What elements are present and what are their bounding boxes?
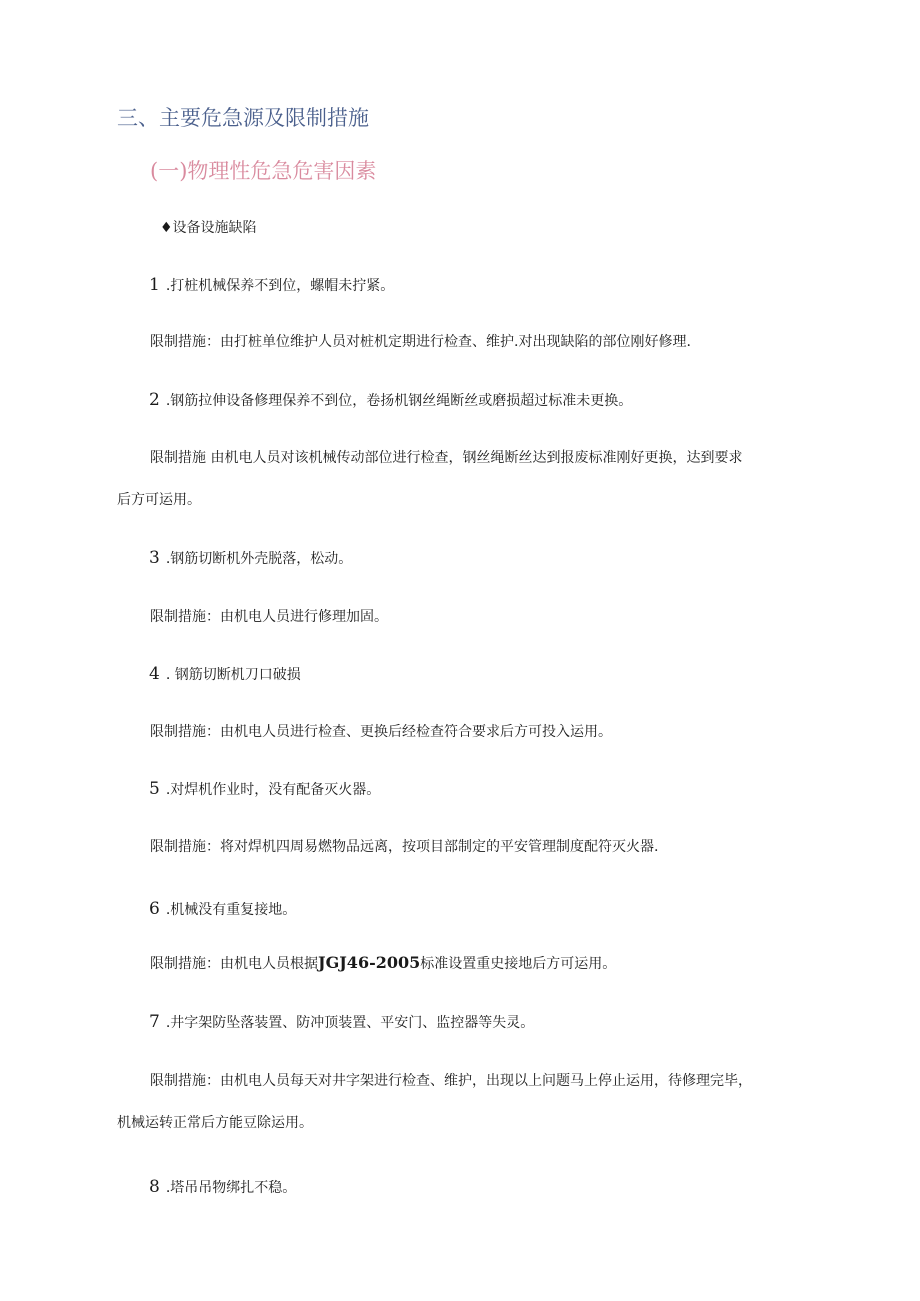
item-number: 1 [149,275,160,295]
item-text: .机械没有重复接地。 [165,902,297,918]
measure-line: 限制措施 由机电人员对该机械传动部位进行检查，钢丝绳断丝达到报废标准刚好更换，达到要求 [150,450,743,466]
hazard-item-6 [149,899,296,920]
item-number: 8 [149,1177,160,1197]
hazard-item-2 [149,390,632,411]
control-measure-7 [117,1071,818,1133]
item-text: .对焊机作业时，没有配备灭火器。 [165,782,381,798]
standard-code: JGJ46-2005 [318,953,421,972]
item-number: 2 [149,390,160,410]
hazard-item-1 [149,275,394,296]
item-text: .塔吊吊物绑扎不稳。 [165,1180,297,1196]
hazard-item-3 [149,548,352,569]
hazard-item-8 [149,1177,296,1198]
measure-continuation: 机械运转正常后方能豆除运用。 [117,1115,313,1131]
category-heading: ♦设备设施缺陷 [160,220,257,236]
measure-text: 标准设置重史接地后方可运用。 [420,956,617,972]
item-number: 5 [149,779,160,799]
item-text: .井字架防坠落装置、防冲顶装置、平安门、监控器等失灵。 [165,1015,535,1031]
item-text: .钢筋拉伸设备修理保养不到位，卷扬机钢丝绳断丝或磨损超过标准未更换。 [165,393,633,409]
item-number: 3 [149,548,160,568]
subsection-heading: (一)物理性危急危害因素 [150,159,377,183]
item-text: .打桩机械保养不到位，螺帽未拧紧。 [165,278,395,294]
hazard-item-5 [149,779,380,800]
control-measure-6 [150,953,818,974]
control-measure-1: 限制措施：由打桩单位维护人员对桩机定期进行检查、维护.对出现缺陷的部位刚好修理. [150,334,691,350]
section-heading: 三、主要危急源及限制措施 [117,106,369,130]
item-number: 7 [149,1012,160,1032]
control-measure-2 [117,448,818,510]
measure-text: 限制措施：由机电人员根据 [150,956,318,972]
item-text: .钢筋切断机外壳脱落，松动。 [165,551,353,567]
item-number: 6 [149,899,160,919]
measure-line: 限制措施：由机电人员每天对井字架进行检查、维护，出现以上问题马上停止运用，待修理完毕， [150,1073,752,1089]
control-measure-3: 限制措施：由机电人员进行修理加固。 [150,609,388,625]
item-text: . 钢筋切断机刀口破损 [165,667,301,683]
control-measure-5: 限制措施：将对焊机四周易燃物品远离，按项目部制定的平安管理制度配符灭火器. [150,839,659,855]
control-measure-4: 限制措施：由机电人员进行检查、更换后经检查符合要求后方可投入运用。 [150,724,612,740]
item-number: 4 [149,664,160,684]
hazard-item-7 [149,1012,534,1033]
hazard-item-4 [149,664,301,685]
measure-continuation: 后方可运用。 [117,492,201,508]
